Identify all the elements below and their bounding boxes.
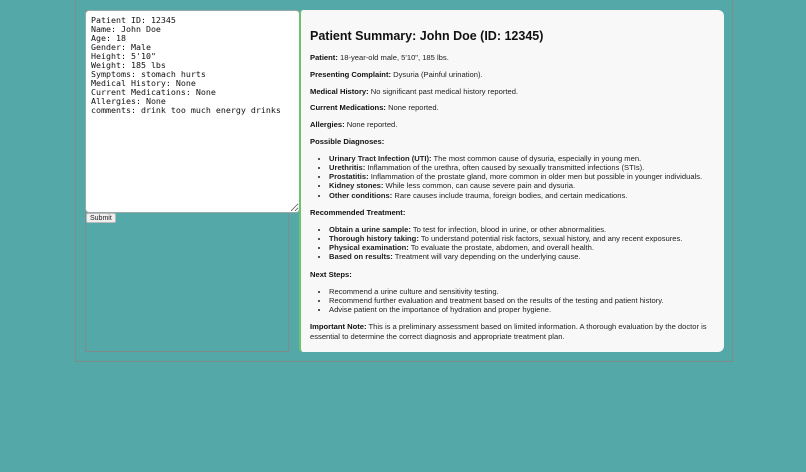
- list-item: • Obtain a urine sample: To test for infection, blood in urine, or other abnormalities.: [329, 225, 716, 234]
- list-item: • Advise patient on the importance of hydration and proper hygiene.: [329, 305, 716, 314]
- important-note: Important Note: This is a preliminary assessment based on limited information. A thorough evaluation by the doctor is essential to determine the correct diagnosis and appropriate treatment plan.: [310, 322, 707, 341]
- list-item: • Recommend a urine culture and sensitivity testing.: [329, 287, 716, 296]
- list-item: • Other conditions: Rare causes include trauma, foreign bodies, and certain medications.: [329, 191, 716, 200]
- list-item: • Kidney stones: While less common, can cause severe pain and dysuria.: [329, 181, 716, 190]
- patient-field: Patient: 18-year-old male, 5'10", 185 lbs.: [310, 53, 449, 62]
- list-item: • Prostatitis: Inflammation of the prostate gland, more common in older men but possible in younger individuals.: [329, 172, 716, 181]
- summary-title: Patient Summary: John Doe (ID: 12345): [310, 29, 544, 43]
- treatment-list: [310, 225, 716, 262]
- list-item: • Urethritis: Inflammation of the urethra, often caused by sexually transmitted infections (STIs).: [329, 163, 716, 172]
- next-steps-heading: Next Steps:: [310, 269, 352, 279]
- list-item: • Urinary Tract Infection (UTI): The most common cause of dysuria, especially in young men.: [329, 154, 716, 163]
- allergies-field: Allergies: None reported.: [310, 120, 398, 130]
- list-item: • Recommend further evaluation and treatment based on the results of the testing and patient history.: [329, 296, 716, 305]
- list-item: • Based on results: Treatment will vary depending on the underlying cause.: [329, 252, 716, 261]
- diagnoses-list: [310, 154, 716, 200]
- patient-info-input[interactable]: [85, 10, 300, 213]
- medical-history-field: Medical History: No significant past medical history reported.: [310, 86, 519, 96]
- patient-summary-panel: [299, 10, 724, 352]
- list-item: • Physical examination: To evaluate the prostate, abdomen, and overall health.: [329, 243, 716, 252]
- current-medications-field: Current Medications: None reported.: [310, 103, 439, 113]
- diagnoses-heading: Possible Diagnoses:: [310, 136, 385, 146]
- submit-button[interactable]: Submit: [86, 213, 116, 223]
- list-item: • Thorough history taking: To understand potential risk factors, sexual history, and any recent exposures.: [329, 234, 716, 243]
- presenting-complaint-field: Presenting Complaint: Dysuria (Painful urination).: [310, 69, 483, 79]
- treatment-heading: Recommended Treatment:: [310, 207, 406, 217]
- next-steps-list: [310, 287, 716, 315]
